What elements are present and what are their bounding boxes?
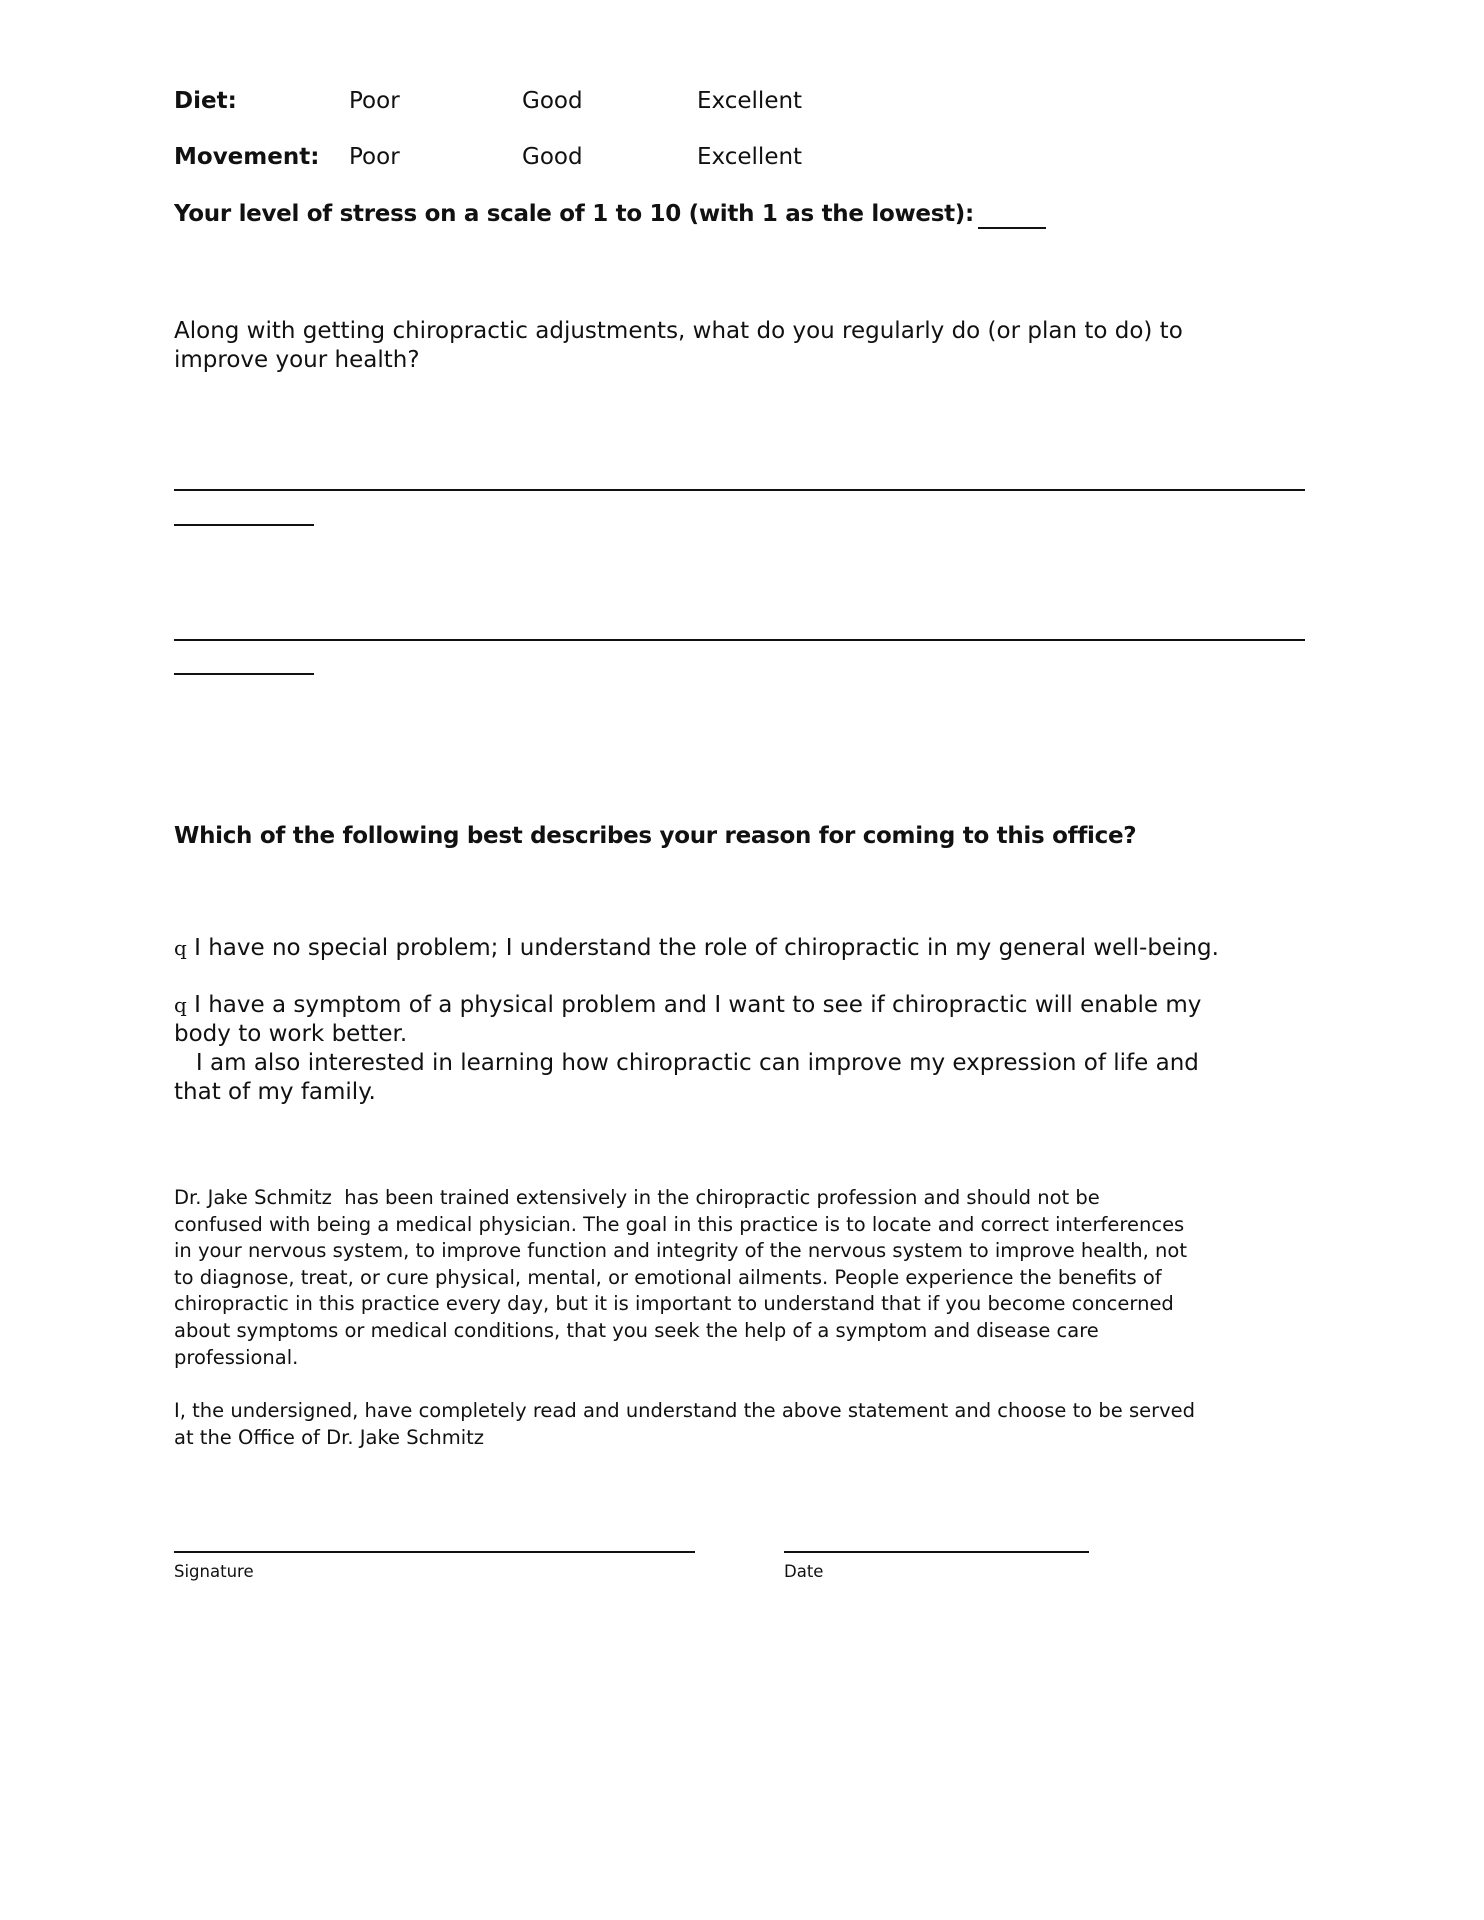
reason-option-2-line: I have a symptom of a physical problem and I want to see if chiropractic will enable my <box>194 992 1202 1018</box>
diet-label: Diet: <box>174 88 237 114</box>
date-line[interactable] <box>784 1551 1089 1553</box>
disclaimer-line: confused with being a medical physician. The goal in this practice is to locate and correct interferences <box>174 1212 1185 1236</box>
diet-option-excellent[interactable]: Excellent <box>697 88 803 114</box>
reason-option-2-line: that of my family. <box>174 1079 376 1105</box>
reason-option-2-line: body to work better. <box>174 1021 408 1047</box>
movement-option-good[interactable]: Good <box>522 144 583 170</box>
stress-question: Your level of stress on a scale of 1 to 10 (with 1 as the lowest): <box>174 201 974 227</box>
checkbox-icon[interactable]: q <box>174 936 187 960</box>
reason-option-1[interactable] <box>174 937 1219 960</box>
signature-label: Signature <box>174 1562 254 1581</box>
diet-option-poor[interactable]: Poor <box>349 88 400 114</box>
signature-line[interactable] <box>174 1551 695 1553</box>
disclaimer-line: Dr. Jake Schmitz has been trained extensively in the chiropractic profession and should not be <box>174 1186 1100 1209</box>
disclaimer-line: in your nervous system, to improve function and integrity of the nervous system to improve health, not <box>174 1239 1187 1263</box>
reason-question: Which of the following best describes your reason for coming to this office? <box>174 823 1137 849</box>
consent-line: I, the undersigned, have completely read and understand the above statement and choose to be served <box>174 1399 1196 1422</box>
disclaimer-line: to diagnose, treat, or cure physical, mental, or emotional ailments. People experience the benefits of <box>174 1265 1162 1289</box>
answer-line-1-cont[interactable] <box>174 524 314 526</box>
health-question-line: Along with getting chiropractic adjustments, what do you regularly do (or plan to do) to <box>174 318 1183 344</box>
reason-option-2[interactable] <box>174 991 1201 1107</box>
health-question <box>174 317 1183 375</box>
consent-line: at the Office of Dr. Jake Schmitz <box>174 1425 484 1449</box>
reason-option-1-label: I have no special problem; I understand the role of chiropractic in my general well-being. <box>194 935 1219 961</box>
checkbox-icon[interactable]: q <box>174 993 187 1017</box>
disclaimer-paragraph <box>174 1185 1187 1371</box>
disclaimer-line: professional. <box>174 1345 299 1369</box>
answer-line-2-cont[interactable] <box>174 673 314 675</box>
consent-paragraph <box>174 1398 1195 1451</box>
date-label: Date <box>784 1562 824 1581</box>
stress-answer-blank[interactable] <box>978 227 1046 229</box>
answer-line-2[interactable] <box>174 639 1305 641</box>
answer-line-1[interactable] <box>174 489 1305 491</box>
disclaimer-line: chiropractic in this practice every day, but it is important to understand that if you become concerned <box>174 1292 1174 1316</box>
diet-option-good[interactable]: Good <box>522 88 583 114</box>
movement-option-poor[interactable]: Poor <box>349 144 400 170</box>
movement-option-excellent[interactable]: Excellent <box>697 144 803 170</box>
movement-label: Movement: <box>174 144 320 170</box>
disclaimer-line: about symptoms or medical conditions, that you seek the help of a symptom and disease care <box>174 1318 1099 1342</box>
reason-option-2-line: I am also interested in learning how chiropractic can improve my expression of life and <box>174 1050 1199 1076</box>
health-question-line: improve your health? <box>174 347 420 373</box>
